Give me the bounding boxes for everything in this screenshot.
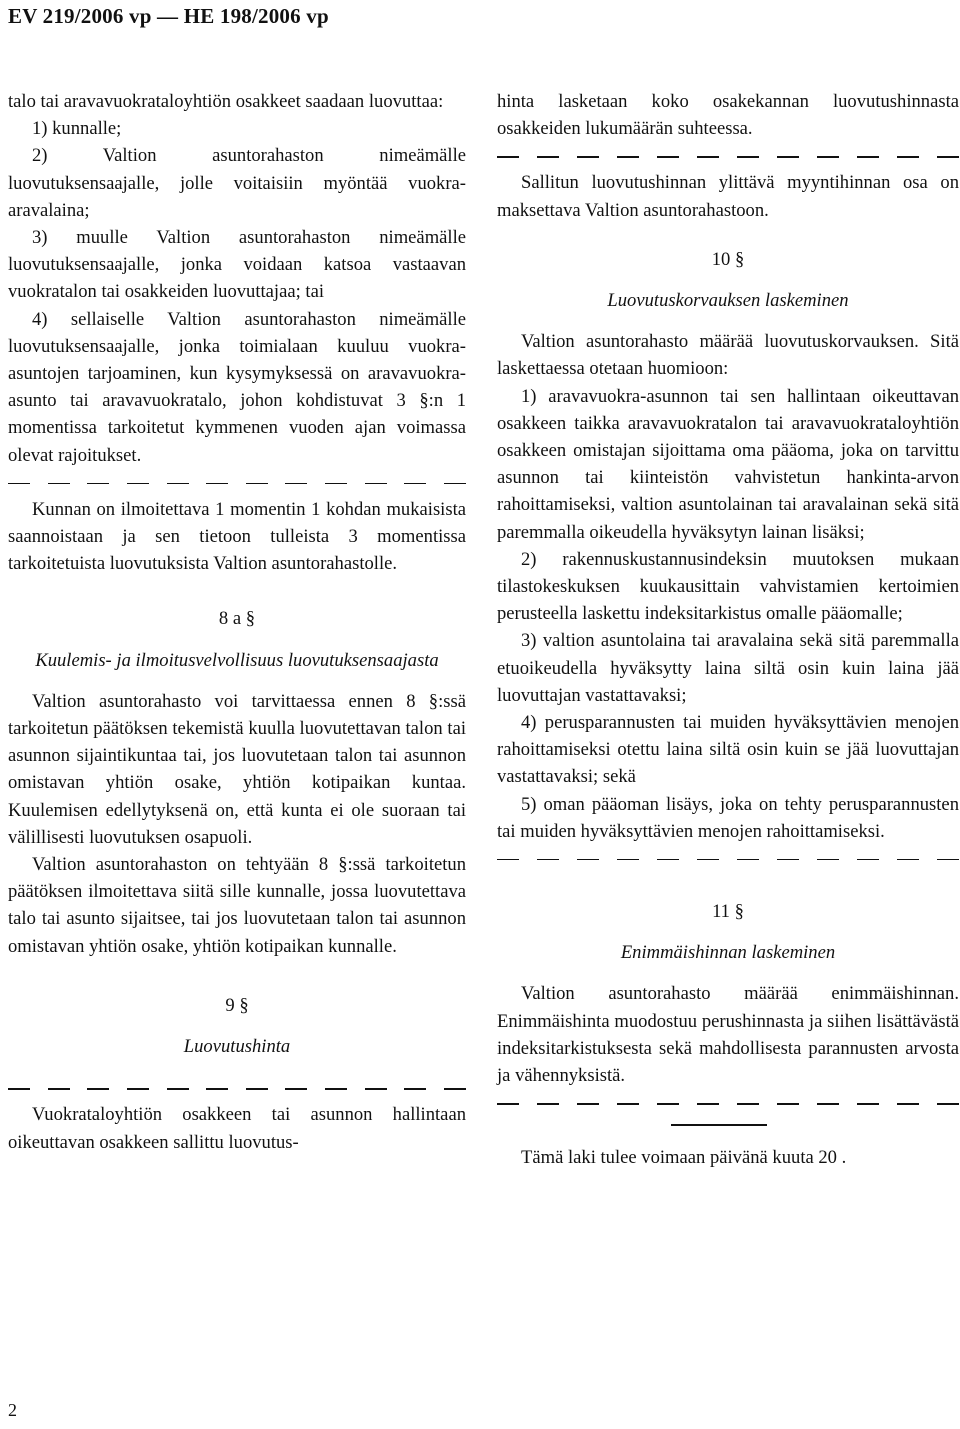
paragraph: Sallitun luovutushinnan ylittävä myyntihinnan osa on maksettava Valtion asuntorahastoon.	[497, 172, 959, 221]
page-number: 2	[8, 1400, 17, 1420]
section-title: Kuulemis- ja ilmoitusvelvollisuus luovutuksensaajasta	[35, 649, 439, 671]
dash-mark	[167, 1088, 189, 1089]
omission-dashes	[8, 1074, 466, 1101]
dash-mark	[937, 156, 959, 157]
dash-mark	[937, 1103, 959, 1104]
dash-mark	[617, 1103, 639, 1104]
dash-mark	[857, 859, 879, 860]
dash-mark	[325, 483, 347, 484]
list-item: 2) Valtion asuntorahaston nimeämälle luovutuksensaajalle, jolle voitaisiin myöntää vuokra-aravalaina;	[8, 145, 466, 221]
list-item: 2) rakennuskustannusindeksin muutoksen mukaan tilastokeskuksen kuukausittain vahvistamien kertoimien perusteella laskettu indeksitarkistus omalle pääomalle;	[497, 548, 959, 625]
closing-paragraph: Tämä laki tulee voimaan päivänä kuuta 20 .	[521, 1147, 847, 1169]
dash-mark	[48, 483, 70, 484]
section-title: Luovutuskorvauksen laskeminen	[607, 290, 849, 312]
paragraph: Vuokrataloyhtiön osakkeen tai asunnon hallintaan oikeuttavan osakkeen sallittu luovutus-	[8, 1104, 466, 1153]
section-number: 10 §	[711, 248, 745, 270]
dash-mark	[777, 859, 799, 860]
dash-mark	[617, 859, 639, 860]
separator-rule	[497, 1116, 959, 1136]
dash-mark	[617, 156, 639, 157]
dash-mark	[404, 483, 426, 484]
dash-mark	[777, 1103, 799, 1104]
dash-mark	[497, 1103, 519, 1104]
dash-mark	[697, 1103, 719, 1104]
list-item: 3) valtion asuntolaina tai aravalaina sekä sitä paremmalla etuoikeudella hyväksytty laina siltä osin kuin laina jää luovuttajan vastattavaksi;	[497, 630, 959, 706]
dash-mark	[857, 1103, 879, 1104]
dash-mark	[697, 859, 719, 860]
dash-mark	[737, 859, 759, 860]
paragraph: Valtion asuntorahaston on tehtyään 8 §:ssä tarkoitetun päätöksen ilmoitettava siitä sille kunnalle, jossa luovutettava talo tai asunto sijaitsee, tai jos luovutetaan talon tai asunnon omistavan yhtiön osake, yhtiön kotipaikan kunnalle.	[8, 854, 466, 957]
dash-mark	[817, 1103, 839, 1104]
list-item: 4) perusparannusten tai muiden hyväksyttävien menojen rahoittamiseksi otettu laina siltä osin kuin se jää luovuttajan vastattavaksi; sekä	[497, 712, 959, 788]
dash-mark	[8, 1088, 30, 1089]
dash-mark	[325, 1088, 347, 1089]
dash-mark	[444, 1088, 466, 1089]
paragraph: hinta lasketaan koko osakekannan luovutushinnasta osakkeiden lukumäärän suhteessa.	[497, 91, 959, 140]
omission-dashes	[497, 845, 959, 872]
dash-mark	[897, 1103, 919, 1104]
dash-mark	[657, 156, 679, 157]
dash-mark	[897, 156, 919, 157]
section-number: 8 a §	[218, 608, 256, 630]
dash-mark	[657, 859, 679, 860]
dash-mark	[537, 859, 559, 860]
document-header: EV 219/2006 vp — HE 198/2006 vp	[8, 4, 329, 28]
dash-mark	[737, 156, 759, 157]
dash-mark	[206, 1088, 228, 1089]
intro-paragraph: talo tai aravavuokrataloyhtiön osakkeet saadaan luovuttaa:	[8, 91, 444, 112]
dash-mark	[246, 1088, 268, 1089]
dash-mark	[657, 1103, 679, 1104]
list-item: 3) muulle Valtion asuntorahaston nimeämälle luovutuksensaajalle, jonka voidaan katsoa vastaavan vuokratalon tai osakkeiden luovuttajaa; tai	[8, 227, 466, 303]
list-item: 1) aravavuokra-asunnon tai sen hallintaan oikeuttavan osakkeen taikka aravavuokratalon tai aravavuokrataloyhtiön osakkeen omistajan sijoittama oma pääoma, joka on tarvittu asunnon tai kiinteistön vahvistetun hankinta-arvon rahoittamiseksi, valtion asuntolainan tai aravalainan sekä sitä paremmalla oikeudella hyväksytyn lainan lisäksi;	[497, 385, 959, 543]
dash-mark	[404, 1088, 426, 1089]
dash-mark	[87, 1088, 109, 1089]
dash-mark	[8, 483, 30, 484]
dash-mark	[537, 156, 559, 157]
paragraph: Kunnan on ilmoitettava 1 momentin 1 kohdan mukaisista saannoistaan ja sen tietoon tulleista 3 momentissa tarkoitetuista luovutuksista Valtion asuntorahastolle.	[8, 498, 466, 575]
dash-mark	[246, 483, 268, 484]
section-title: Luovutushinta	[183, 1036, 291, 1058]
dash-mark	[897, 859, 919, 860]
list-item: 1) kunnalle;	[32, 118, 122, 140]
section-title: Enimmäishinnan laskeminen	[620, 942, 836, 964]
section-number: 9 §	[225, 994, 249, 1016]
dash-mark	[127, 483, 149, 484]
section-number: 11 §	[712, 901, 744, 923]
dash-mark	[87, 483, 109, 484]
dash-mark	[127, 1088, 149, 1089]
dash-mark	[577, 1103, 599, 1104]
omission-dashes	[497, 1089, 959, 1116]
dash-mark	[206, 483, 228, 484]
right-column	[497, 88, 959, 1172]
dash-mark	[48, 1088, 70, 1089]
list-item: 5) oman pääoman lisäys, joka on tehty perusparannusten tai muiden hyväksyttävien menojen rahoittamiseksi.	[497, 793, 959, 842]
omission-dashes	[8, 469, 466, 496]
dash-mark	[537, 1103, 559, 1104]
dash-mark	[697, 156, 719, 157]
paragraph: Valtion asuntorahasto määrää luovutuskorvauksen. Sitä laskettaessa otetaan huomioon:	[497, 331, 959, 380]
dash-mark	[577, 156, 599, 157]
dash-mark	[817, 156, 839, 157]
paragraph: Valtion asuntorahasto määrää enimmäishinnan. Enimmäishinta muodostuu perushinnasta ja siihen lisättävästä indeksitarkistuksesta sekä mahdollisesta parannusten arvosta ja vähennyksistä.	[497, 983, 959, 1087]
dash-mark	[577, 859, 599, 860]
dash-mark	[285, 483, 307, 484]
list-item: 4) sellaiselle Valtion asuntorahaston nimeämälle luovutuksensaajalle, jonka toimialaan kuuluu vuokra-asuntojen tarjoaminen, kun kysymyksessä on aravavuokra-asunto tai aravavuokratalo, johon kohdistuvat 3 §:n 1 momentissa tarkoitetut kymmenen vuoden ajan voimassa olevat rajoitukset.	[8, 308, 466, 466]
dash-mark	[737, 1103, 759, 1104]
dash-mark	[857, 156, 879, 157]
dash-mark	[937, 859, 959, 860]
omission-dashes	[497, 142, 959, 169]
left-column	[8, 88, 466, 1156]
dash-mark	[285, 1088, 307, 1089]
dash-mark	[777, 156, 799, 157]
dash-mark	[167, 483, 189, 484]
dash-mark	[365, 1088, 387, 1089]
dash-mark	[497, 156, 519, 157]
dash-mark	[817, 859, 839, 860]
dash-mark	[444, 483, 466, 484]
dash-mark	[365, 483, 387, 484]
paragraph: Valtion asuntorahasto voi tarvittaessa ennen 8 §:ssä tarkoitetun päätöksen tekemistä kuulla luovutettavan talon tai asunnon sijaintikuntaa tai, jos luovutetaan talon tai asunnon omistavan yhtiön osake, yhtiön kotipaikan kuntaa. Kuulemisen edellytyksenä on, että kunta ei ole suoraan tai välillisesti luovutuksen osapuoli.	[8, 690, 466, 848]
dash-mark	[497, 859, 519, 860]
